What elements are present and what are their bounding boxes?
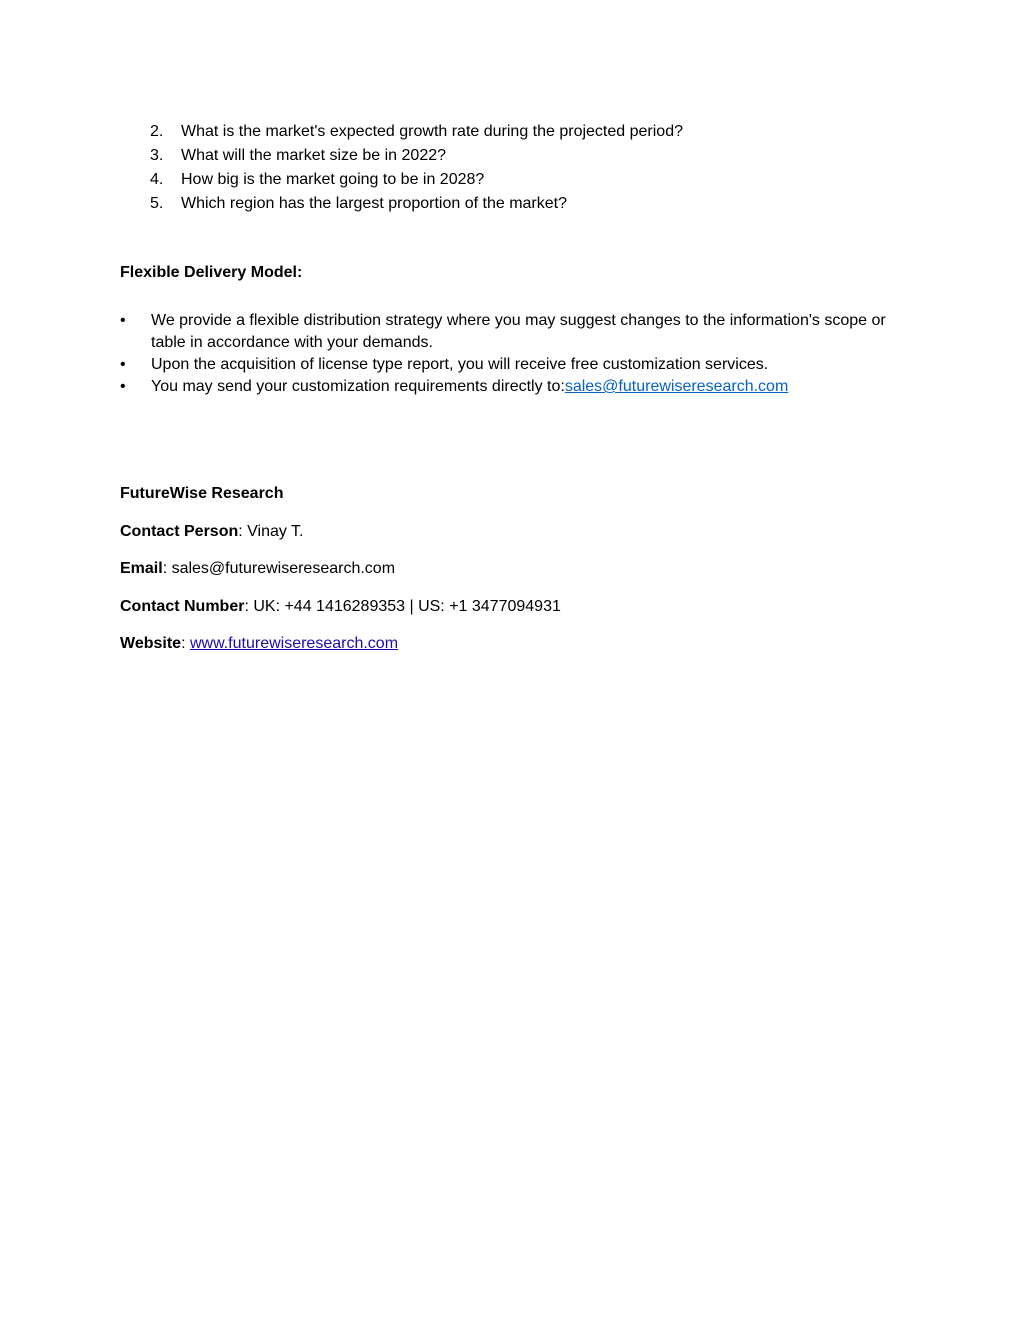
- list-item: [120, 310, 900, 354]
- list-text: We provide a flexible distribution strategy where you may suggest changes to the information's scope or table in accordance with your demands.: [151, 312, 886, 351]
- questions-list: [150, 121, 910, 217]
- list-text: How big is the market going to be in 2028?: [181, 171, 485, 188]
- company-name: FutureWise Research: [120, 485, 284, 502]
- contact-person-label: Contact Person: [120, 523, 239, 540]
- website-line: [120, 634, 398, 654]
- contact-number-label: Contact Number: [120, 598, 245, 615]
- bullet-icon: •: [120, 378, 126, 395]
- list-item: [150, 169, 910, 193]
- contact-number-value: : UK: +44 1416289353 | US: +1 3477094931: [244, 598, 561, 615]
- delivery-heading: Flexible Delivery Model:: [120, 264, 303, 281]
- list-item: [120, 376, 900, 398]
- list-item: [150, 193, 910, 217]
- list-text: Upon the acquisition of license type report, you will receive free customization services.: [151, 356, 769, 373]
- list-number: 5.: [150, 195, 164, 212]
- email-link[interactable]: sales@futurewiseresearch.com: [564, 378, 789, 395]
- list-text: What is the market's expected growth rate during the projected period?: [181, 123, 683, 140]
- list-text: You may send your customization requirements directly to:: [151, 378, 565, 395]
- list-item: [150, 145, 910, 169]
- list-text: What will the market size be in 2022?: [181, 147, 447, 164]
- delivery-bullet-list: [120, 310, 900, 398]
- list-item: [150, 121, 910, 145]
- website-label: Website: [120, 635, 182, 652]
- contact-person-line: [120, 522, 303, 542]
- website-separator: :: [181, 635, 190, 652]
- bullet-icon: •: [120, 312, 126, 329]
- email-line: [120, 559, 395, 579]
- contact-number-line: [120, 597, 561, 617]
- list-number: 3.: [150, 147, 164, 164]
- list-number: 2.: [150, 123, 164, 140]
- list-number: 4.: [150, 171, 164, 188]
- email-label: Email: [120, 560, 163, 577]
- list-text-with-link: [151, 376, 900, 398]
- list-text: Which region has the largest proportion of the market?: [181, 195, 567, 212]
- list-item: [120, 354, 900, 376]
- email-value: : sales@futurewiseresearch.com: [162, 560, 396, 577]
- website-link[interactable]: www.futurewiseresearch.com: [189, 635, 399, 652]
- contact-person-value: : Vinay T.: [238, 523, 304, 540]
- bullet-icon: •: [120, 356, 126, 373]
